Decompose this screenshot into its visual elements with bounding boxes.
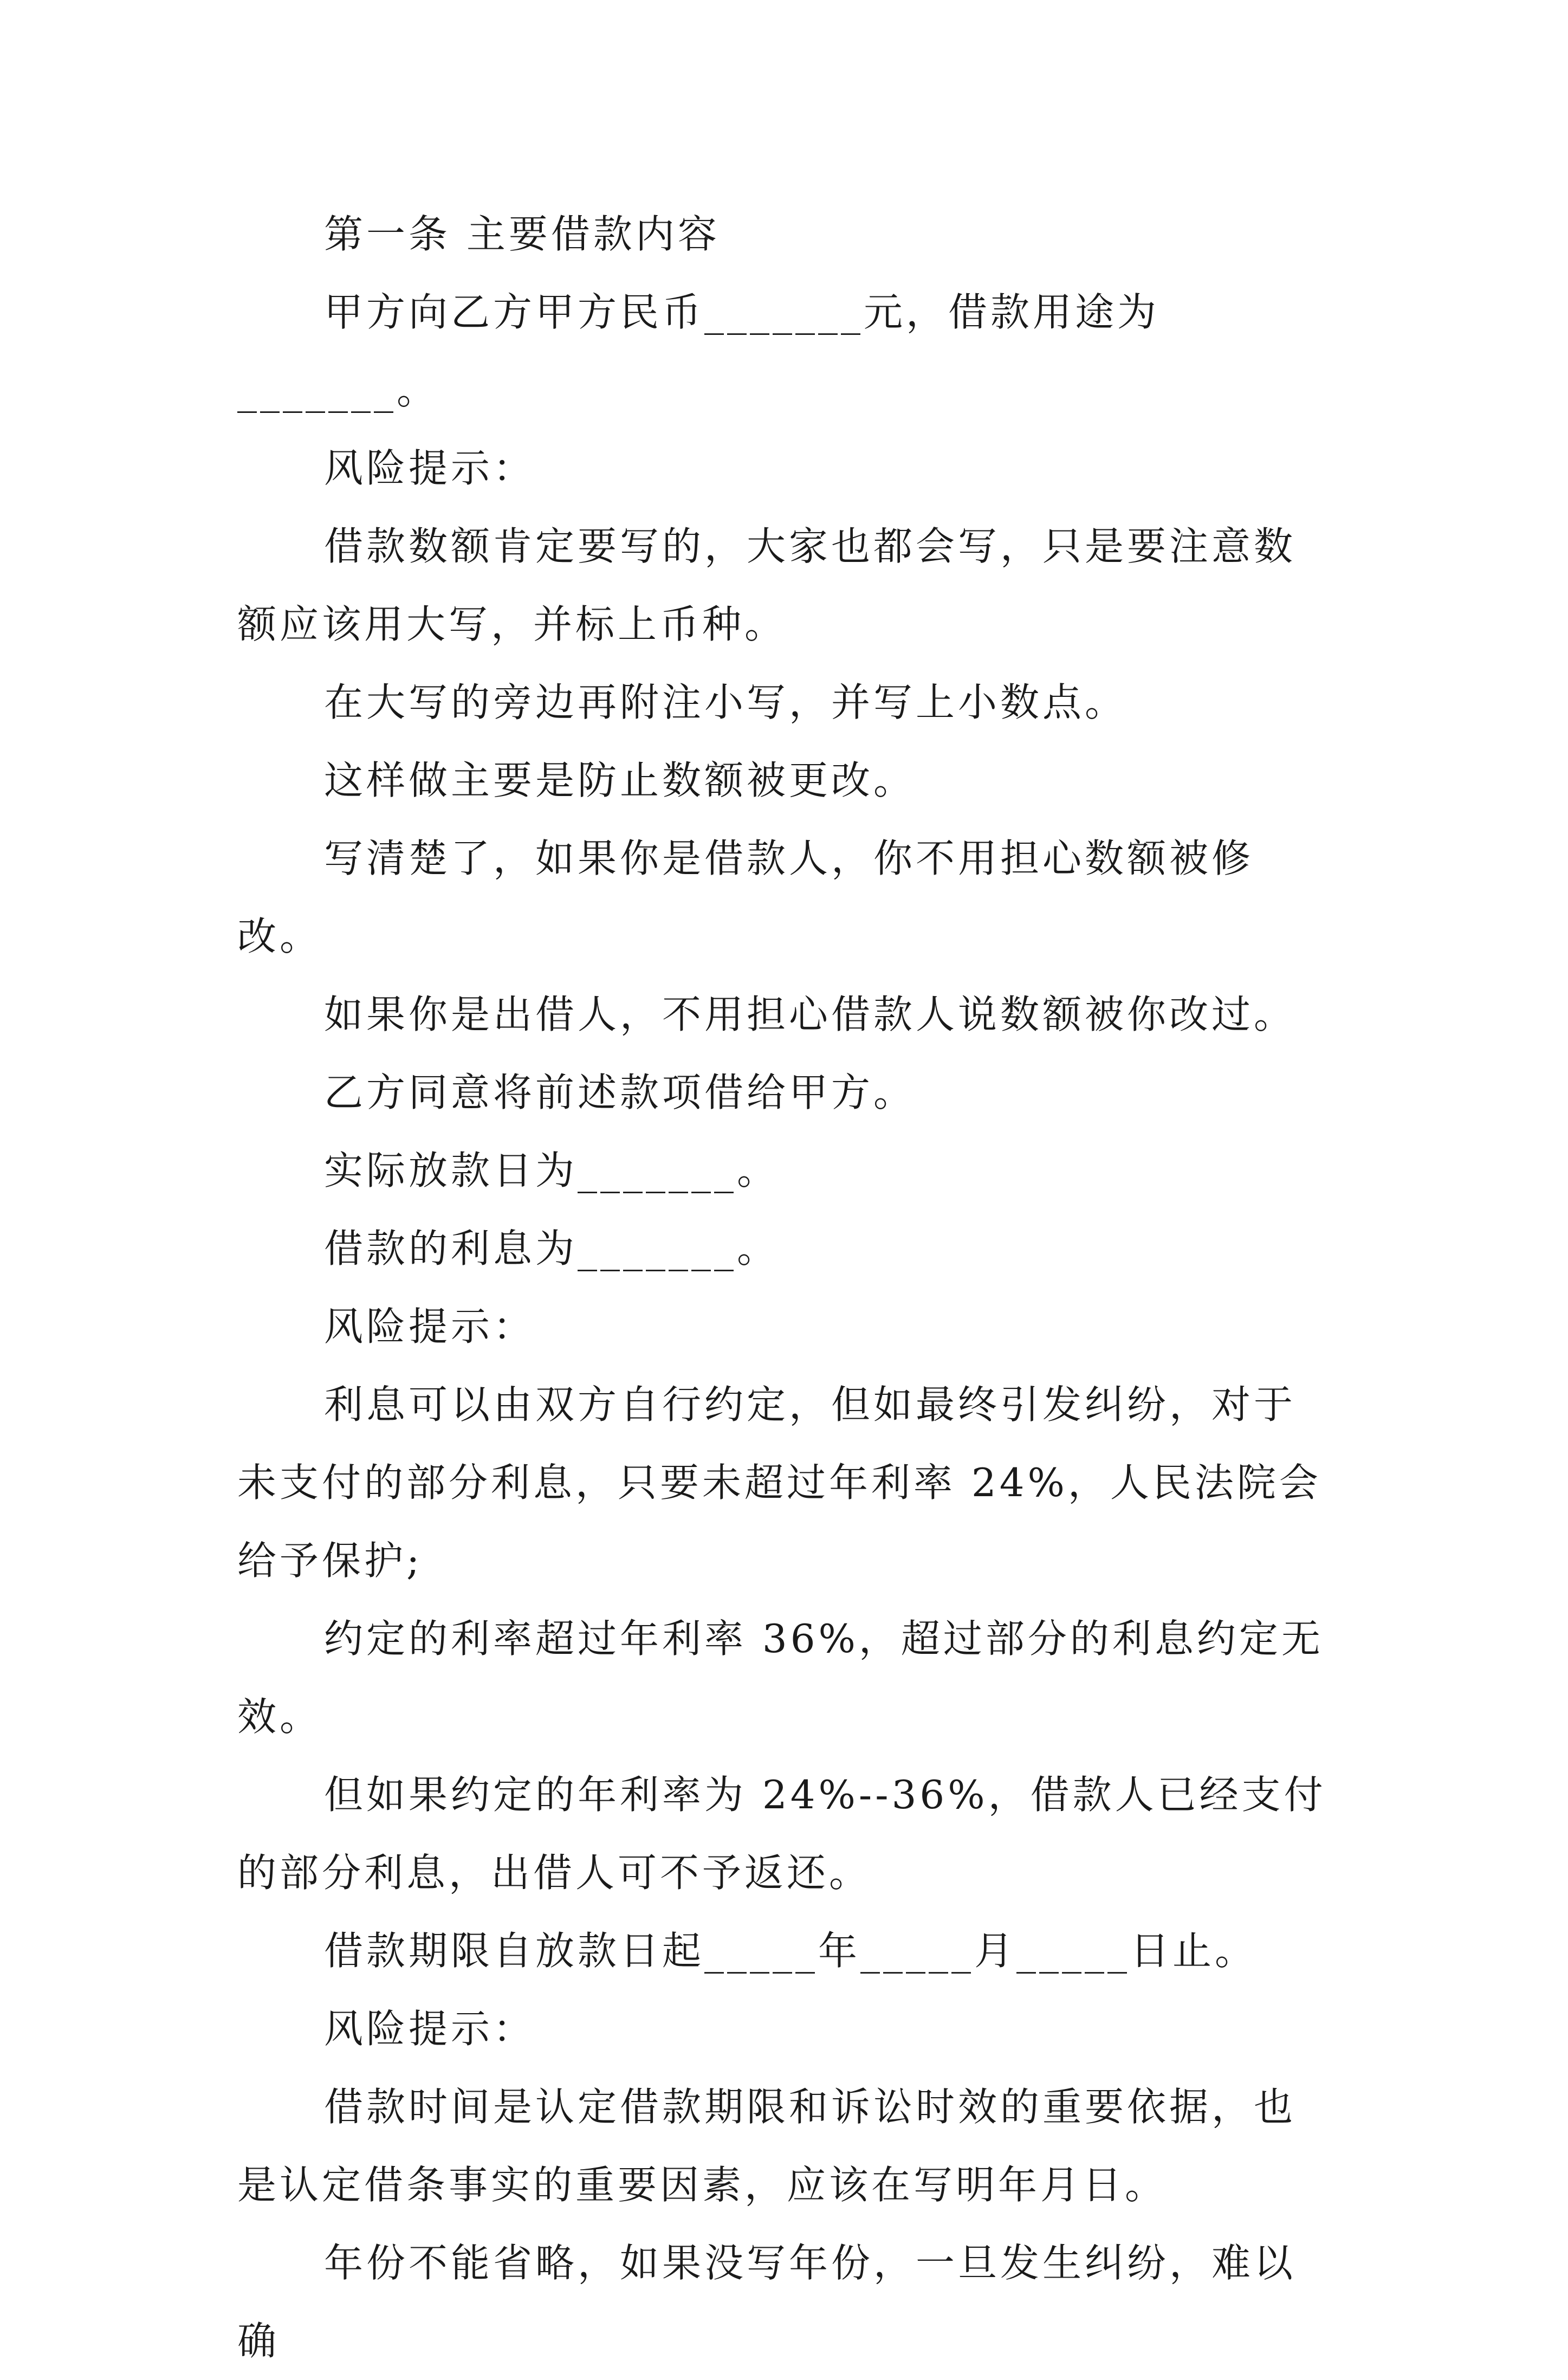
- paragraph: 实际放款日为_______。: [324, 1148, 780, 1193]
- paragraph: 如果你是出借人，不用担心借款人说数额被你改过。: [324, 992, 1297, 1037]
- paragraph: 在大写的旁边再附注小写，并写上小数点。: [324, 680, 1128, 725]
- paragraph: 借款的利息为_______。: [324, 1226, 780, 1271]
- paragraph: 这样做主要是防止数额被更改。: [324, 758, 916, 803]
- paragraph: 乙方同意将前述款项借给甲方。: [324, 1070, 916, 1115]
- paragraph: 借款时间是认定借款期限和诉讼时效的重要依据，也是认定借条事实的重要因素，应该在写明年月日。: [237, 2084, 1297, 2208]
- section-heading: 第一条 主要借款内容: [324, 211, 720, 257]
- paragraph: 写清楚了，如果你是借款人，你不用担心数额被修改。: [237, 836, 1254, 959]
- paragraph: 但如果约定的年利率为 24%--36%，借款人已经支付的部分利息，出借人可不予返还。: [237, 1772, 1326, 1896]
- paragraph: 借款期限自放款日起_____年_____月_____日止。: [324, 1928, 1258, 1974]
- risk-heading: 风险提示：: [324, 1304, 536, 1349]
- risk-heading: 风险提示：: [324, 445, 536, 491]
- paragraph: 借款数额肯定要写的，大家也都会写，只是要注意数额应该用大写，并标上币种。: [237, 523, 1297, 647]
- paragraph: 甲方向乙方甲方民币_______元，借款用途为_______。: [237, 289, 1160, 413]
- paragraph: 约定的利率超过年利率 36%，超过部分的利息约定无效。: [237, 1616, 1324, 1739]
- paragraph: 利息可以由双方自行约定，但如最终引发纠纷，对于未支付的部分利息，只要未超过年利率 24%，人民法院会给予保护;: [237, 1382, 1321, 1583]
- risk-heading: 风险提示：: [324, 2006, 536, 2052]
- document-body: [237, 195, 1337, 2380]
- paragraph: 年份不能省略，如果没写年份，一旦发生纠纷，难以确: [237, 2240, 1297, 2364]
